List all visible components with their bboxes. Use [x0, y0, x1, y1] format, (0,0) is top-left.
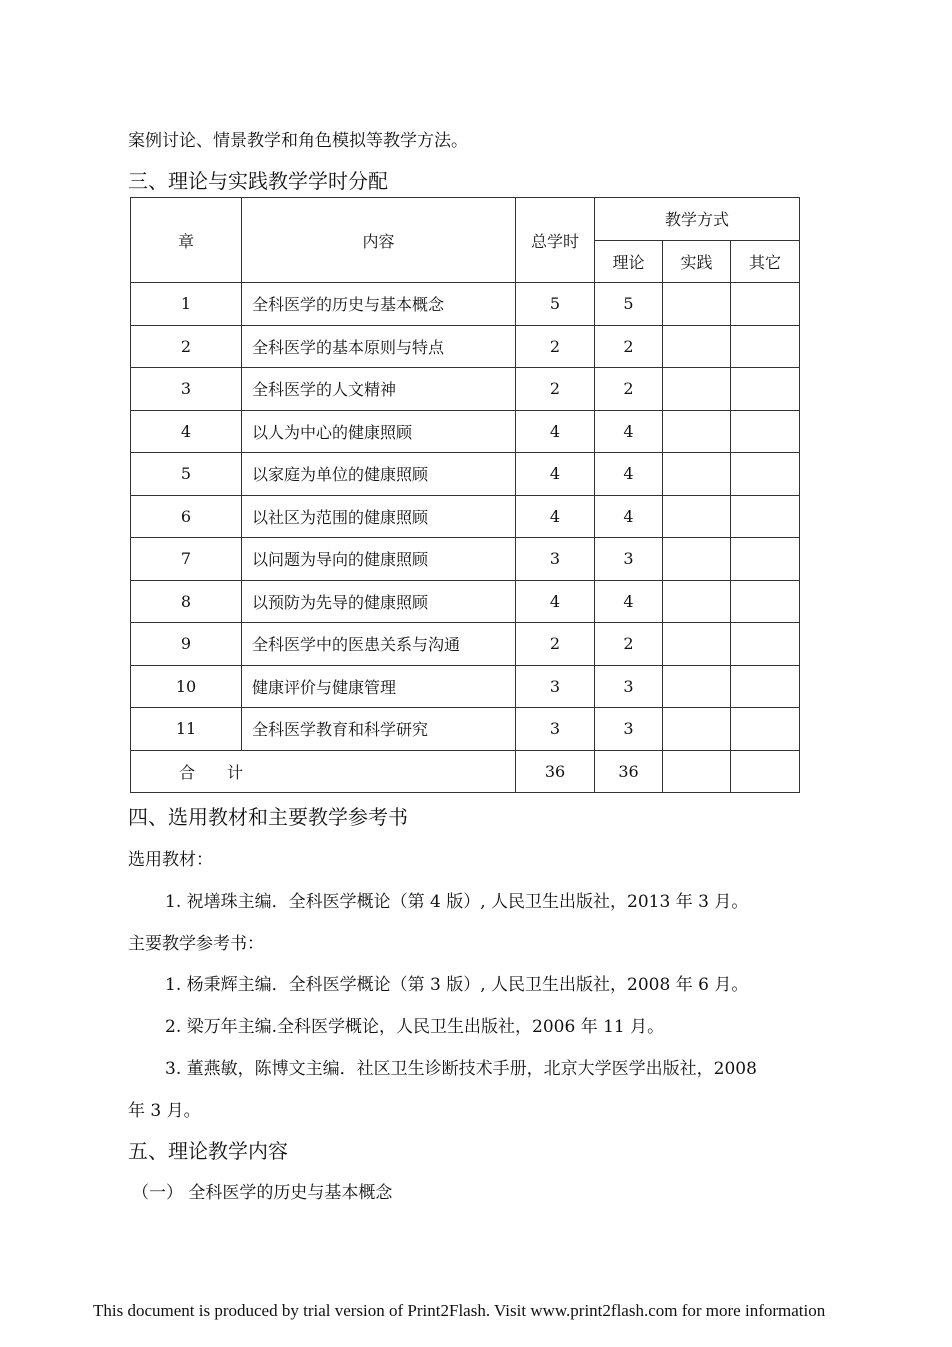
table-row [131, 495, 800, 538]
cell-content: 以社区为范围的健康照顾 [242, 495, 516, 538]
header-other: 其它 [731, 240, 800, 283]
total-label: 合 计 [131, 750, 516, 793]
cell-practice [663, 453, 731, 496]
table-row [131, 580, 800, 623]
cell-other [731, 580, 800, 623]
cell-chapter: 8 [131, 580, 242, 623]
cell-theory: 3 [595, 538, 663, 581]
cell-theory: 5 [595, 283, 663, 326]
header-hours: 总学时 [516, 198, 595, 283]
cell-hours: 2 [516, 325, 595, 368]
cell-content: 全科医学的基本原则与特点 [242, 325, 516, 368]
cell-other [731, 665, 800, 708]
cell-hours: 4 [516, 495, 595, 538]
cell-content: 以预防为先导的健康照顾 [242, 580, 516, 623]
cell-hours: 3 [516, 708, 595, 751]
cell-hours: 3 [516, 665, 595, 708]
cell-hours: 4 [516, 410, 595, 453]
cell-chapter: 9 [131, 623, 242, 666]
reference-item: 3. 董燕敏，陈博文主编．社区卫生诊断技术手册，北京大学医学出版社，2008 [165, 1059, 757, 1079]
table-total-row [131, 750, 800, 793]
table-row [131, 325, 800, 368]
cell-other [731, 453, 800, 496]
cell-practice [663, 623, 731, 666]
cell-content: 全科医学的历史与基本概念 [242, 283, 516, 326]
table-row [131, 538, 800, 581]
table-row [131, 708, 800, 751]
cell-practice [663, 495, 731, 538]
cell-chapter: 2 [131, 325, 242, 368]
cell-practice [663, 538, 731, 581]
table-row [131, 623, 800, 666]
cell-chapter: 1 [131, 283, 242, 326]
cell-practice [663, 410, 731, 453]
cell-practice [663, 368, 731, 411]
cell-chapter: 7 [131, 538, 242, 581]
cell-hours: 3 [516, 538, 595, 581]
hours-table [130, 197, 800, 793]
cell-hours: 4 [516, 580, 595, 623]
cell-other [731, 708, 800, 751]
cell-other [731, 368, 800, 411]
cell-hours: 2 [516, 368, 595, 411]
cell-chapter: 11 [131, 708, 242, 751]
textbook-item: 1. 祝墡珠主编．全科医学概论（第 4 版）, 人民卫生出版社，2013 年 3 月。 [165, 892, 749, 912]
cell-theory: 4 [595, 495, 663, 538]
total-other [731, 750, 800, 793]
section4-heading: 四、选用教材和主要教学参考书 [128, 805, 408, 829]
textbook-label: 选用教材： [128, 850, 213, 870]
cell-content: 全科医学教育和科学研究 [242, 708, 516, 751]
cell-other [731, 623, 800, 666]
table-row [131, 453, 800, 496]
table-row [131, 368, 800, 411]
cell-theory: 2 [595, 325, 663, 368]
cell-practice [663, 283, 731, 326]
cell-practice [663, 580, 731, 623]
reference-item: 2. 梁万年主编.全科医学概论，人民卫生出版社，2006 年 11 月。 [165, 1017, 665, 1037]
cell-hours: 4 [516, 453, 595, 496]
cell-theory: 3 [595, 708, 663, 751]
cell-chapter: 6 [131, 495, 242, 538]
cell-content: 全科医学的人文精神 [242, 368, 516, 411]
section5-heading: 五、理论教学内容 [128, 1139, 288, 1163]
reference-item: 1. 杨秉辉主编．全科医学概论（第 3 版）, 人民卫生出版社，2008 年 6 月。 [165, 975, 749, 995]
cell-hours: 5 [516, 283, 595, 326]
total-hours: 36 [516, 750, 595, 793]
cell-other [731, 495, 800, 538]
section5-subheading: （一） 全科医学的历史与基本概念 [132, 1183, 393, 1203]
cell-hours: 2 [516, 623, 595, 666]
header-practice: 实践 [663, 240, 731, 283]
cell-practice [663, 325, 731, 368]
cell-chapter: 10 [131, 665, 242, 708]
cell-chapter: 3 [131, 368, 242, 411]
table-row [131, 283, 800, 326]
table-row [131, 665, 800, 708]
cell-chapter: 5 [131, 453, 242, 496]
cell-practice [663, 708, 731, 751]
section3-heading: 三、理论与实践教学学时分配 [128, 169, 388, 193]
cell-theory: 2 [595, 368, 663, 411]
cell-other [731, 410, 800, 453]
cell-theory: 3 [595, 665, 663, 708]
cell-other [731, 325, 800, 368]
cell-theory: 4 [595, 410, 663, 453]
table-row [131, 410, 800, 453]
cell-content: 以人为中心的健康照顾 [242, 410, 516, 453]
total-theory: 36 [595, 750, 663, 793]
cell-theory: 4 [595, 453, 663, 496]
cell-chapter: 4 [131, 410, 242, 453]
intro-line: 案例讨论、情景教学和角色模拟等教学方法。 [128, 131, 468, 151]
cell-content: 健康评价与健康管理 [242, 665, 516, 708]
references-label: 主要教学参考书： [128, 934, 264, 954]
trial-watermark-footer: This document is produced by trial version of Print2Flash. Visit www.print2flash.com for more information [93, 1301, 826, 1320]
cell-content: 以家庭为单位的健康照顾 [242, 453, 516, 496]
cell-content: 全科医学中的医患关系与沟通 [242, 623, 516, 666]
reference-continuation: 年 3 月。 [128, 1101, 201, 1121]
cell-other [731, 538, 800, 581]
header-content: 内容 [242, 198, 516, 283]
header-theory: 理论 [595, 240, 663, 283]
cell-theory: 2 [595, 623, 663, 666]
header-method: 教学方式 [595, 198, 800, 241]
total-practice [663, 750, 731, 793]
cell-practice [663, 665, 731, 708]
header-chapter: 章 [131, 198, 242, 283]
cell-other [731, 283, 800, 326]
cell-content: 以问题为导向的健康照顾 [242, 538, 516, 581]
cell-theory: 4 [595, 580, 663, 623]
